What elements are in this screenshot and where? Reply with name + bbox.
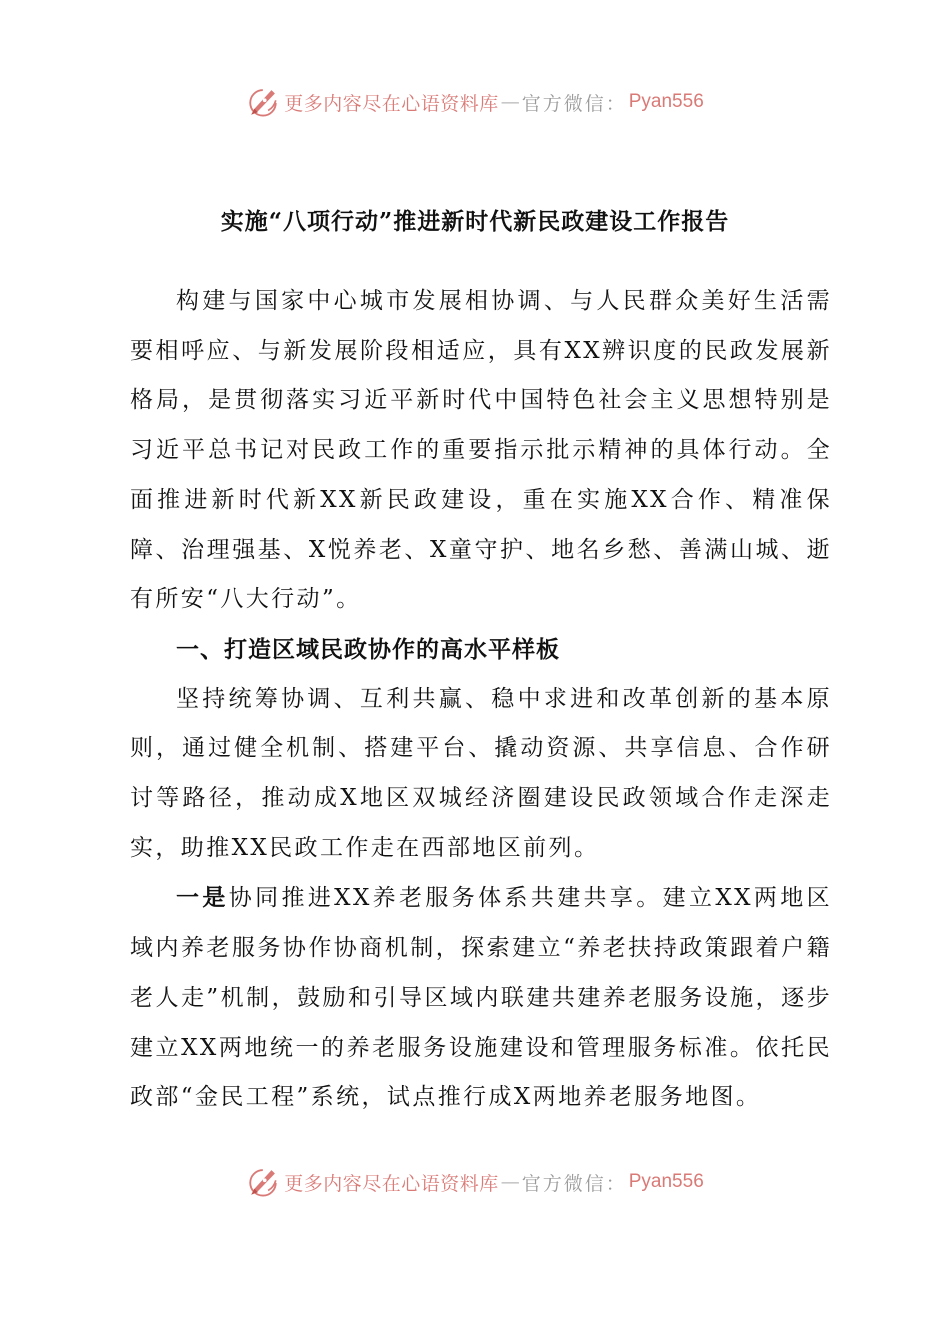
watermark-label: 官方微信： [521,92,627,115]
pen-nib-logo-icon [246,1165,280,1199]
item-1-paragraph [130,873,832,1123]
document-body [130,277,832,1123]
document-title: 实施“八项行动”推进新时代新民政建设工作报告 [220,208,730,235]
watermark-wechat-id: Pyan556 [628,1171,704,1192]
item-1-text: 协同推进XX养老服务体系共建共享。建立XX两地区域内养老服务协作协商机制，探索建立“养老扶持政策跟着户籍老人走”机制，鼓励和引导区域内联建共建养老服务设施，逐步建立XX两地统一的养老服务设施建设和管理服务标准。依托民政部“金民工程”系统，试点推行成X两地养老服务地图。 [130,885,832,1111]
watermark-dash: — [500,1171,520,1193]
watermark-main-text: 更多内容尽在心语资料库 [284,1172,499,1195]
watermark-top [0,82,950,122]
watermark-dash: — [500,91,520,113]
intro-paragraph: 构建与国家中心城市发展相协调、与人民群众美好生活需要相呼应、与新发展阶段相适应，具有XX辨识度的民政发展新格局，是贯彻落实习近平新时代中国特色社会主义思想特别是习近平总书记对民政工作的重要指示批示精神的具体行动。全面推进新时代新XX新民政建设，重在实施XX合作、精准保障、治理强基、X悦养老、X童守护、地名乡愁、善满山城、逝有所安“八大行动”。 [130,288,832,613]
pen-nib-logo-icon [246,85,280,119]
section-1-paragraph: 坚持统筹协调、互利共赢、稳中求进和改革创新的基本原则，通过健全机制、搭建平台、撬动资源、共享信息、合作研讨等路径，推动成X地区双城经济圈建设民政领域合作走深走实，助推XX民政工作走在西部地区前列。 [130,685,832,861]
item-1-lead: 一是 [176,884,229,912]
watermark-main-text: 更多内容尽在心语资料库 [284,92,499,115]
section-1-heading: 一、打造区域民政协作的高水平样板 [176,635,560,663]
watermark-wechat-id: Pyan556 [628,91,704,112]
watermark-label: 官方微信： [521,1172,627,1195]
watermark-bottom [0,1162,950,1202]
